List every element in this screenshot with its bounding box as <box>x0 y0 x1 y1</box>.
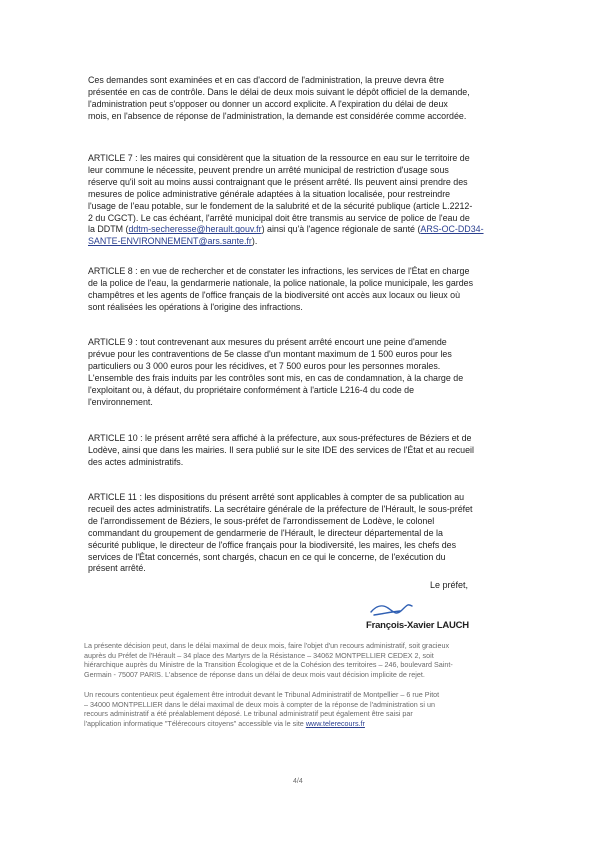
appeal-contentieux-notice <box>84 690 512 728</box>
text-line: l'environnement. <box>88 396 153 407</box>
ars-email-link-part2[interactable]: SANTE-ENVIRONNEMENT@ars.sante.fr <box>88 236 252 247</box>
article-9 <box>88 337 512 408</box>
text-line: ARTICLE 8 : en vue de rechercher et de constater les infractions, les services de l'État en charge <box>88 266 470 276</box>
ars-email-link-part1[interactable]: ARS-OC-DD34- <box>420 224 484 235</box>
text-line: champêtres et les agents de l'office français de la biodiversité ont accès aux locaux ou lieux où <box>88 289 461 300</box>
text-line: – 34000 MONTPELLIER dans le délai maximal de deux mois à compter de la réponse de l'administration si un <box>84 699 435 709</box>
appeal-gracieux-notice <box>84 641 512 679</box>
text-line: des actes administratifs. <box>88 456 184 467</box>
text-line: prévue pour les contraventions de 5e classe d'un montant maximum de 1 500 euros pour les <box>88 348 452 359</box>
text-line: services de l'État concernés, sont chargés, chacun en ce qui le concerne, de l'exécution du <box>88 551 446 562</box>
text-line: leur commune le nécessite, peuvent prendre un arrêté municipal de restriction d'usage sous <box>88 164 449 175</box>
text-line: 2 du CGCT). Le cas échéant, l'arrêté municipal doit être transmis au service de police de l'eau de <box>88 212 470 223</box>
text-line: auprès du Préfet de l'Hérault – 34 place des Martyrs de la Résistance – 34062 MONTPELLIER CEDEX 2, soit <box>84 650 434 660</box>
text-line: présentée en cas de contrôle. Dans le délai de deux mois suivant le dépôt officiel de la demande, <box>88 86 470 97</box>
text-line: l'exploitant ou, à défaut, du propriétaire conformément à l'article L216-4 du code de <box>88 384 415 395</box>
text-line: Un recours contentieux peut également être introduit devant le Tribunal Administratif de Montpellier – 6 rue Pitot <box>84 690 440 699</box>
text-fragment: ) ainsi qu'à l'agence régionale de santé ( <box>261 224 421 235</box>
text-line: ARTICLE 9 : tout contrevenant aux mesures du présent arrêté encourt une peine d'amende <box>88 337 447 347</box>
text-line: de l'arrondissement de Béziers, le sous-préfet de l'arrondissement de Lodève, le colonel <box>88 515 435 526</box>
article-10 <box>88 433 512 469</box>
text-line: réserve qu'il soit au moins aussi contraignant que le présent arrêté. Ils peuvent ainsi prendre des <box>88 176 468 187</box>
text-line <box>88 224 512 236</box>
text-line: de la police de l'eau, la gendarmerie nationale, la police nationale, la police municipale, les gardes <box>88 277 474 288</box>
intro-paragraph <box>88 75 512 123</box>
text-line: L'ensemble des frais induits par les contrôles sont mis, en cas de condamnation, à la charge de <box>88 372 464 383</box>
text-line: mois, en l'absence de réponse de l'administration, la demande est considérée comme accordée. <box>88 110 467 121</box>
text-line: recueil des actes administratifs. La secrétaire générale de la préfecture de l'Hérault, le sous-préfet <box>88 503 473 514</box>
signer-name: François-Xavier LAUCH <box>366 620 469 631</box>
text-line: l'administration peut s'opposer ou donner un accord explicite. A l'expiration du délai de deux <box>88 98 448 109</box>
text-line: sécurité publique, le directeur de l'office français pour la biodiversité, les maires, les chefs des <box>88 539 457 550</box>
text-line: ARTICLE 11 : les dispositions du présent arrêté sont applicables à compter de sa publication au <box>88 492 465 502</box>
ddtm-email-link[interactable]: ddtm-secheresse@herault.gouv.fr <box>128 224 262 235</box>
text-line: sont réalisées les opérations à l'origine des infractions. <box>88 301 303 312</box>
telerecours-link[interactable]: www.telerecours.fr <box>305 718 365 728</box>
text-fragment: la DDTM ( <box>88 224 129 235</box>
article-8 <box>88 266 512 314</box>
text-line: recours administratif a été préalablement déposé. Le tribunal administratif peut également être saisi par <box>84 709 413 719</box>
text-line: ARTICLE 7 : les maires qui considèrent que la situation de la ressource en eau sur le territoire de <box>88 153 470 163</box>
text-line: présent arrêté. <box>88 563 146 574</box>
article-11 <box>88 492 512 575</box>
text-line: l'usage de l'eau potable, sur le fondement de la salubrité et de la sécurité publique (article L.2212- <box>88 200 473 211</box>
handwritten-signature <box>368 600 414 622</box>
text-line: Lodève, ainsi que dans les mairies. Il sera publié sur le site IDE des services de l'État et au recueil <box>88 444 474 455</box>
text-fragment: ). <box>251 236 258 247</box>
text-line: La présente décision peut, dans le délai maximal de deux mois, faire l'objet d'un recours administratif, soit gracieux <box>84 641 450 650</box>
text-line: ARTICLE 10 : le présent arrêté sera affiché à la préfecture, aux sous-préfectures de Béziers et de <box>88 433 472 443</box>
text-line: hiérarchique auprès du Ministre de la Transition Écologique et de la Cohésion des territoires – 246, boulevard Saint- <box>84 660 453 670</box>
text-line <box>88 236 512 248</box>
text-line: Ces demandes sont examinées et en cas d'accord de l'administration, la preuve devra être <box>88 75 445 85</box>
text-line: mesures de police administrative générale adaptées à la situation localisée, pour restreindre <box>88 188 451 199</box>
text-line: Germain - 75007 PARIS. L'absence de réponse dans un délai de deux mois vaut décision implicite de rejet. <box>84 669 425 679</box>
page-number: 4/4 <box>293 778 303 785</box>
text-line: particuliers ou 3 000 euros pour les récidives, et 7 500 euros pour les personnes morales. <box>88 360 441 371</box>
text-line: commandant du groupement de gendarmerie de l'Hérault, le directeur départemental de la <box>88 527 443 538</box>
text-fragment: l'application informatique "Télérecours citoyens" accessible via le site <box>84 718 306 728</box>
article-7 <box>88 153 512 248</box>
text-line <box>84 719 512 729</box>
signoff-text: Le préfet, <box>430 580 469 590</box>
